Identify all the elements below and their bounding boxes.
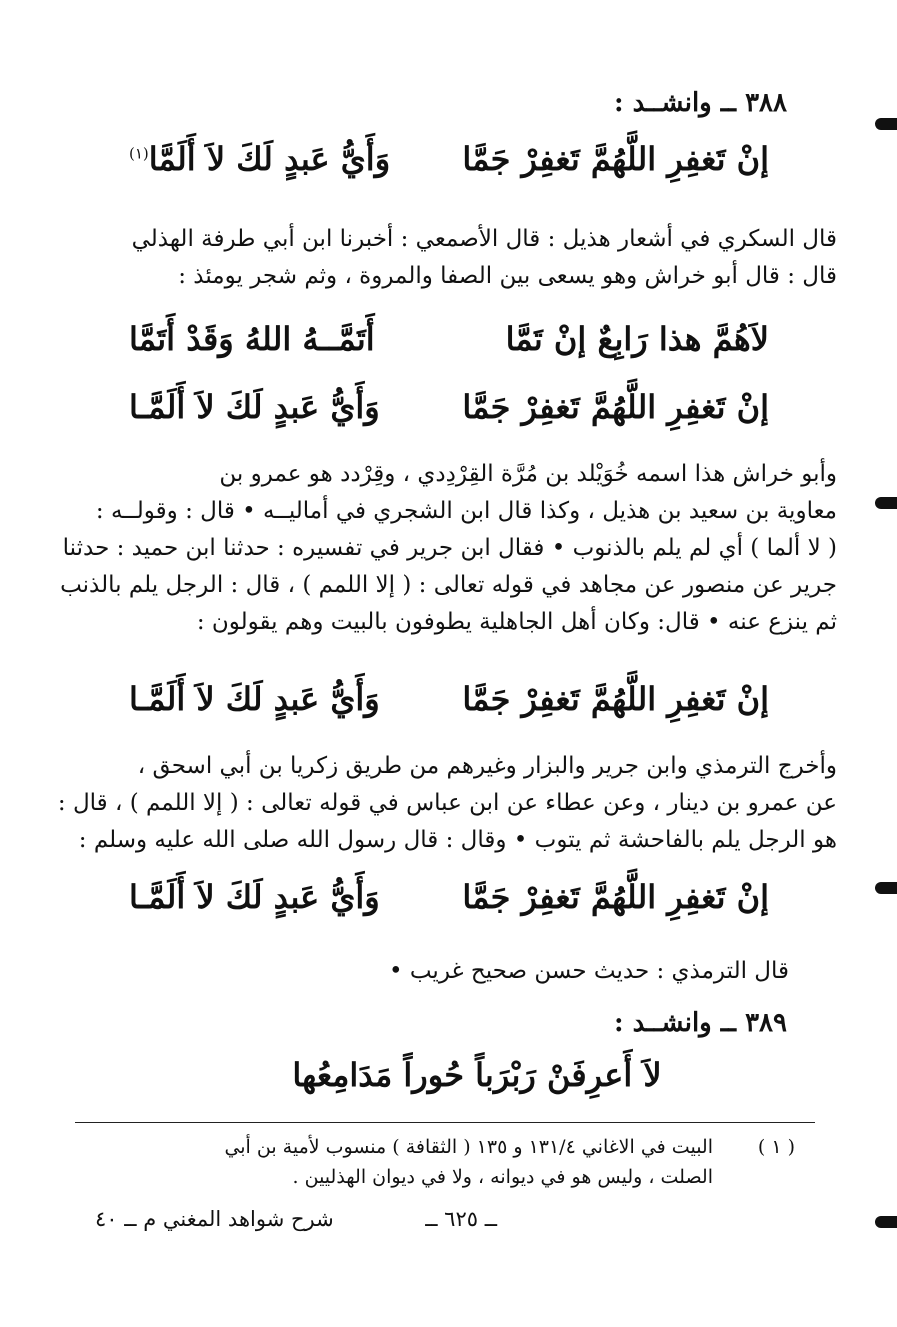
verse-1-second-hemistich bbox=[129, 140, 390, 178]
prose-line: جرير عن منصور عن مجاهد في قوله تعالى : ( إلا اللمم ) ، قال : الرجل يلم بالذنب bbox=[60, 572, 837, 598]
verse-2 bbox=[129, 320, 769, 374]
prose-line: ( لا ألما ) أي لم يلم بالذنوب • فقال ابن جرير في تفسيره : حدثنا ابن حميد : حدثنا bbox=[62, 535, 837, 561]
verse-2-second-hemistich: أَتَمَّــهُ اللهُ وَقَدْ أَتَمَّا bbox=[129, 320, 375, 358]
footnote-divider bbox=[75, 1122, 815, 1123]
footnote-text bbox=[95, 1132, 713, 1192]
scan-edge-mark bbox=[875, 882, 897, 894]
verse-1 bbox=[129, 140, 769, 194]
prose-line: قال الترمذي : حديث حسن صحيح غريب • bbox=[388, 958, 789, 984]
verse-5-second-hemistich: وَأَيُّ عَبدٍ لَكَ لاَ أَلَمَّـا bbox=[129, 878, 380, 916]
book-title-footer: شرح شواهد المغني م ــ ٤٠ bbox=[95, 1207, 334, 1231]
verse-1-first-hemistich: إنْ تَغفِرِ اللَّهُمَّ تَغفِرْ جَمَّا bbox=[462, 140, 769, 178]
footnote-line: الصلت ، وليس هو في ديوانه ، ولا في ديوان الهذليين . bbox=[292, 1166, 713, 1188]
prose-line: وأبو خراش هذا اسمه خُوَيْلد بن مُرَّة القِرْدِدي ، وقِرْدد هو عمرو بن bbox=[219, 461, 837, 487]
verse-3-first-hemistich: إنْ تَغفِرِ اللَّهُمَّ تَغفِرْ جَمَّا bbox=[462, 388, 769, 426]
prose-line: وأخرج الترمذي وابن جرير والبزار وغيرهم من طريق زكريا بن أبي اسحق ، bbox=[137, 753, 837, 779]
prose-line: عن عمرو بن دينار ، وعن عطاء عن ابن عباس في قوله تعالى : ( إلا اللمم ) ، قال : bbox=[57, 790, 837, 816]
verse-4-second-hemistich: وَأَيُّ عَبدٍ لَكَ لاَ أَلَمَّـا bbox=[129, 680, 380, 718]
entry-389-heading: ٣٨٩ ــ وانشــد : bbox=[614, 1008, 787, 1038]
entry-388-heading: ٣٨٨ ــ وانشــد : bbox=[614, 88, 787, 118]
verse-5 bbox=[129, 878, 769, 932]
verse-2-first-hemistich: لاَهُمَّ هذا رَابِعٌ إنْ تَمَّا bbox=[505, 320, 769, 358]
footnote-line: البيت في الاغاني ١٣١/٤ و ١٣٥ ( الثقافة ) منسوب لأمية بن أبي bbox=[224, 1136, 713, 1158]
verse-5-first-hemistich: إنْ تَغفِرِ اللَّهُمَّ تَغفِرْ جَمَّا bbox=[462, 878, 769, 916]
scan-edge-mark bbox=[875, 497, 897, 509]
scan-edge-mark bbox=[875, 118, 897, 130]
verse-1-second-hemistich-text: وَأَيُّ عَبدٍ لَكَ لاَ أَلَمَّا bbox=[148, 140, 391, 178]
verse-3 bbox=[129, 388, 769, 442]
prose-line: معاوية بن سعيد بن هذيل ، وكذا قال ابن الشجري في أماليــه • قال : وقولــه : bbox=[95, 498, 837, 524]
verse-4 bbox=[129, 680, 769, 734]
prose-line: ثم ينزع عنه • قال: وكان أهل الجاهلية يطوفون بالبيت وهم يقولون : bbox=[196, 609, 837, 635]
verse-3-second-hemistich: وَأَيُّ عَبدٍ لَكَ لاَ أَلَمَّـا bbox=[129, 388, 380, 426]
prose-paragraph-3 bbox=[57, 748, 837, 859]
footnote bbox=[95, 1132, 795, 1192]
verse-4-first-hemistich: إنْ تَغفِرِ اللَّهُمَّ تَغفِرْ جَمَّا bbox=[462, 680, 769, 718]
closing-remark bbox=[89, 953, 789, 990]
prose-line: هو الرجل يلم بالفاحشة ثم يتوب • وقال : قال رسول الله صلى الله عليه وسلم : bbox=[78, 827, 837, 853]
prose-paragraph-1 bbox=[57, 221, 837, 295]
page-number: ــ ٦٢٥ ــ bbox=[425, 1207, 497, 1231]
footnote-number: ( ١ ) bbox=[757, 1136, 795, 1158]
footnote-marker: (١) bbox=[129, 144, 149, 163]
prose-line: قال السكري في أشعار هذيل : قال الأصمعي : أخبرنا ابن أبي طرفة الهذلي bbox=[131, 226, 837, 252]
prose-line: قال : قال أبو خراش وهو يسعى بين الصفا والمروة ، وثم شجر يومئذ : bbox=[178, 263, 837, 289]
prose-paragraph-2 bbox=[57, 456, 837, 641]
verse-389: لاَ أَعرِفَنْ رَبْرَباً حُوراً مَدَامِعُها bbox=[292, 1056, 662, 1094]
scan-edge-mark bbox=[875, 1216, 897, 1228]
